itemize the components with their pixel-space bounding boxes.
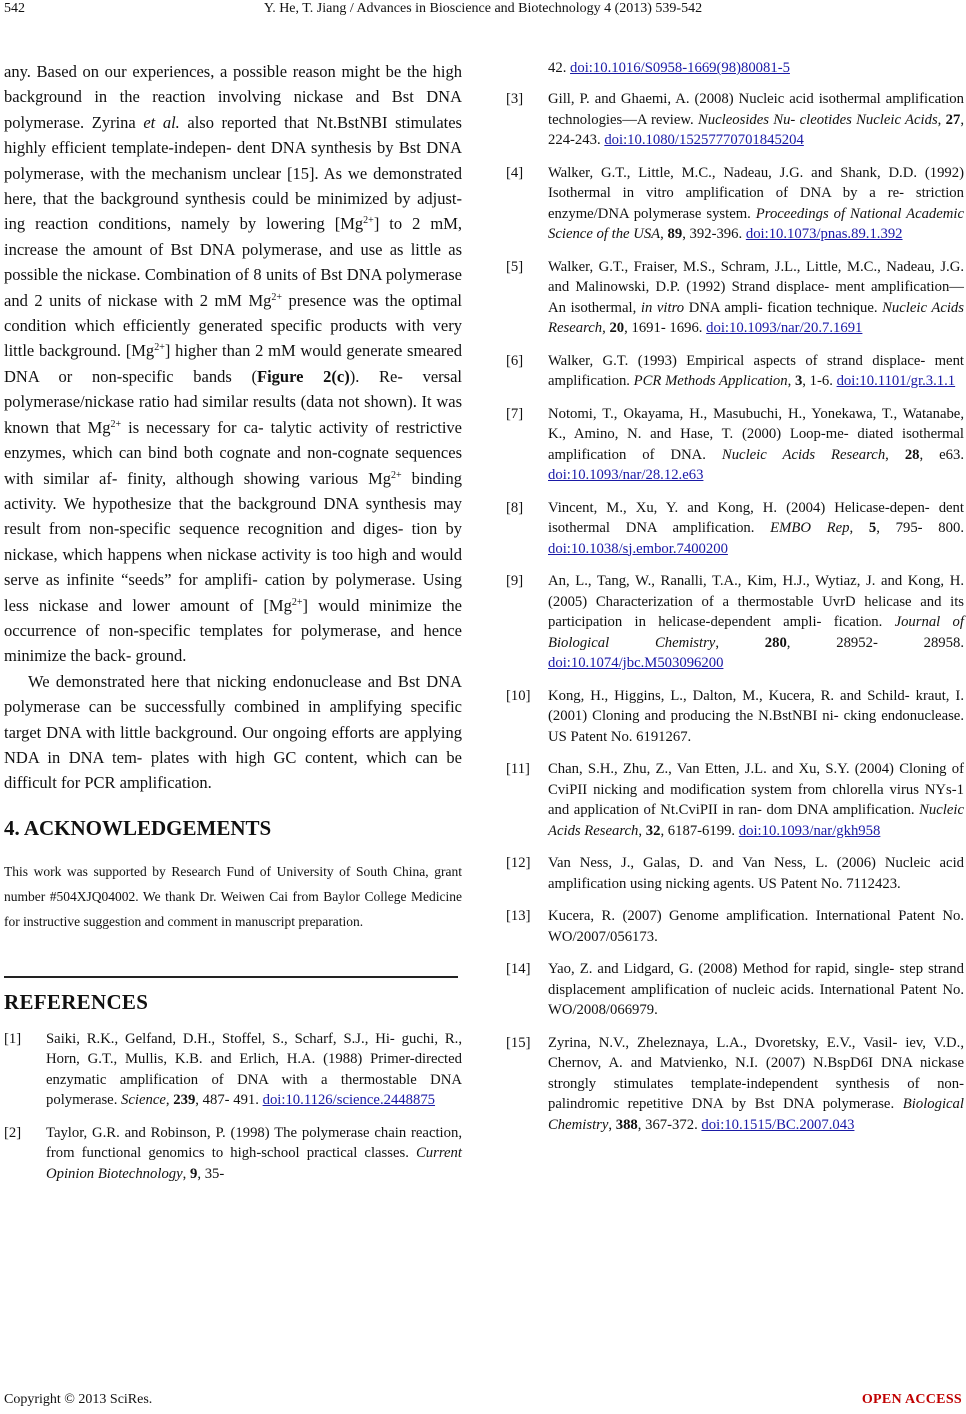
reference-number: [6]	[506, 352, 524, 369]
doi-link[interactable]: doi:10.1016/S0958-1669(98)80081-5	[570, 60, 790, 76]
reference-number: [4]	[506, 164, 524, 181]
doi-link[interactable]: doi:10.1038/sj.embor.7400200	[548, 540, 728, 557]
reference-segment: , e63.	[919, 446, 965, 463]
reference-segment: Gill, P. and Ghaemi, A. (2008) Nucleic acid isothermal amplification technologies—A review.	[548, 91, 964, 128]
reference-segment: 28	[904, 446, 920, 463]
reference-segment: ,	[182, 1165, 190, 1182]
figure-link[interactable]: Figure 2(c)	[257, 366, 350, 386]
reference-text	[46, 1123, 462, 1185]
reference-segment: Vincent, M., Xu, Y. and Kong, H. (2004) Helicase-depen- dent isothermal DNA amplification.	[548, 499, 964, 536]
reference-segment: Yao, Z. and Lidgard, G. (2008) Method for rapid, single- step strand displacement amplification of nucleic acids. International Patent No. WO/2008/066979.	[548, 961, 964, 1018]
journal-name: Nucleosides Nu- cleotides Nucleic Acids	[698, 111, 938, 128]
reference-segment: ,	[165, 1092, 174, 1109]
reference-segment: 32	[645, 822, 661, 839]
reference-number: [5]	[506, 258, 524, 275]
reference-number: [12]	[506, 855, 531, 871]
references-list-left	[4, 1029, 462, 1185]
reference-segment: , 1691- 1696.	[624, 320, 707, 336]
reference-item	[506, 163, 964, 245]
reference-segment: DNA ampli- fication technique.	[684, 299, 883, 316]
reference-segment: 280	[764, 634, 787, 651]
journal-name: Nucleic Acids Research	[548, 802, 964, 839]
body-paragraph-2: We demonstrated here that nicking endonuclease and Bst DNA polymerase can be successfully combined in amplifying specific target DNA with little background. Our ongoing efforts are applying NDA in DNA tem- plates with high GC content, which can be difficult for PCR amplification.	[4, 671, 462, 793]
reference-segment: 9	[190, 1165, 198, 1182]
open-access-label: OPEN ACCESS	[861, 1392, 962, 1407]
reference-text	[548, 759, 964, 841]
journal-name: Nucleic Acids Research	[721, 446, 886, 463]
reference-continuation: 42. doi:10.1016/S0958-1669(98)80081-5	[548, 60, 790, 76]
reference-segment: , 35-	[197, 1165, 225, 1182]
right-column	[506, 58, 964, 1147]
reference-item	[506, 89, 964, 151]
reference-segment: 388	[615, 1116, 638, 1133]
left-column	[4, 59, 462, 1196]
reference-segment: , 1-6.	[802, 373, 837, 389]
journal-name: PCR Methods Application	[633, 373, 788, 389]
acknowledgements-heading: 4. ACKNOWLEDGEMENTS	[4, 815, 272, 840]
reference-segment: Walker, G.T. (1993) Empirical aspects of strand displace- ment amplification.	[548, 352, 964, 389]
references-list-right	[506, 89, 964, 1135]
reference-number: [15]	[506, 1034, 531, 1051]
journal-name: Journal of Biological Chemistry	[548, 614, 964, 651]
reference-text	[548, 959, 964, 1021]
doi-link[interactable]: doi:10.1515/BC.2007.043	[701, 1116, 855, 1133]
reference-text	[548, 1033, 964, 1136]
reference-segment: 27	[945, 111, 961, 128]
doi-link[interactable]: doi:10.1074/jbc.M503096200	[548, 655, 724, 671]
reference-item	[506, 959, 964, 1021]
reference-text	[548, 89, 964, 151]
reference-text	[46, 1029, 462, 1111]
reference-segment: , 392-396.	[682, 226, 746, 242]
reference-text	[548, 163, 964, 245]
reference-segment: ,	[937, 111, 946, 128]
reference-segment: ,	[638, 822, 646, 839]
body-paragraph-1: any. Based on our experiences, a possible reason might be the high background in the reaction involving nickase and Bst DNA polymerase. Zyrina et al. also reported that Nt.BstNBI stimulates highly efficient template-indepen- dent DNA synthesis by Bst DNA polymerase, with the mechanism unclear [15]. As we demonstrated here, that the background synthesis could be minimized by adjust- ing reaction conditions, namely by lowering $[Mg^{2+}]$ to 2 mM, increase the amount of Bst DNA polymerase, and use as little as possible the nickase. Combination of 8 units of Bst DNA polymerase and 2 units of nickase with 2 mM $Mg^{2+}$ presence was the optimal condition which efficiently generated specific products with very little background. $[Mg^{2+}]$ higher than 2 mM would generate smeared DNA or non-specific bands (Figure 2(c)). Re- versal polymerase/nickase ratio had similar results (data not shown). It was known that $Mg^{2+}$ is necessary for ca- talytic activity of restrictive enzymes, which can bind both cognate and non-cognate sequences with similar af- finity, although showing various $Mg^{2+}$ binding activity. We hypothesize that the background DNA synthesis may result from non-specific sequence recognition and diges- tion by nickase, which happens when nickase activity is too high and would serve as infinite “seeds” for amplifi- cation by polymerase. Using less nickase and lower amount of $[Mg^{2+}]$ would minimize the occurrence of non-specific templates for polymerase, and hence minimize the back- ground.	[4, 62, 462, 666]
reference-segment: ,	[602, 320, 610, 336]
journal-name: Biological Chemistry	[548, 1096, 964, 1133]
reference-item	[4, 1029, 462, 1111]
reference-segment: ,	[787, 373, 795, 389]
reference-segment: , 367-372.	[637, 1116, 702, 1133]
reference-segment: ,	[715, 634, 765, 651]
reference-segment: Zyrina, N.V., Zheleznaya, L.A., Dvoretsky, E.V., Vasil- iev, V.D., Chernov, A. and Matvienko, N.I. (2007) N.BspD6I DNA nickase strongly stimulates template-independent synthesis of non-palindromic repetitive DNA by Bst DNA polymerase.	[548, 1034, 964, 1112]
reference-segment: in vitro	[640, 299, 685, 316]
acknowledgements-text: This work was supported by Research Fund of University of South China, grant number #504XJQ04002. We thank Dr. Weiwen Cai from Baylor College Medicine for instructive suggestion and comment in manuscript preparation.	[4, 863, 462, 929]
reference-segment: Saiki, R.K., Gelfand, D.H., Stoffel, S., Scharf, S.J., Hi- guchi, R., Horn, G.T., Mullis, K.B. and Erlich, H.A. (1988) Primer-directed enzymatic amplification of DNA with a thermostable DNA polymerase.	[46, 1030, 462, 1109]
reference-number: [7]	[506, 405, 524, 422]
reference-segment: Kong, H., Higgins, L., Dalton, M., Kucera, R. and Schild- kraut, I. (2001) Cloning and producing the N.BstNBI ni- cking endonuclease. US Patent No. 6191267.	[548, 687, 964, 745]
reference-segment: , 224-243.	[548, 111, 965, 148]
reference-segment: ,	[660, 226, 668, 242]
journal-name: Nucleic Acids Research	[548, 299, 964, 336]
reference-item	[4, 1123, 462, 1185]
reference-item	[506, 686, 964, 748]
reference-item	[506, 498, 964, 560]
reference-number: [11]	[506, 761, 530, 777]
reference-segment: ,	[849, 520, 869, 536]
reference-segment: , 487- 491.	[195, 1092, 263, 1109]
doi-link[interactable]: doi:10.1101/gr.3.1.1	[836, 373, 956, 389]
reference-segment: , 28952- 28958.	[786, 634, 964, 651]
reference-item	[506, 759, 964, 841]
reference-segment: 239	[173, 1092, 196, 1109]
journal-name: Current Opinion Biotechnology	[46, 1145, 462, 1182]
reference-item	[506, 351, 964, 392]
reference-item	[506, 853, 964, 894]
doi-link[interactable]: doi:10.1093/nar/28.12.e63	[548, 467, 704, 483]
reference-segment: , 795- 800.	[876, 520, 964, 536]
reference-segment: 3	[794, 373, 803, 389]
reference-item	[506, 404, 964, 486]
reference-number: [9]	[506, 573, 524, 589]
reference-item	[506, 571, 964, 674]
reference-number: [3]	[506, 91, 524, 107]
reference-text	[548, 404, 964, 486]
reference-segment: 89	[667, 226, 683, 242]
running-header: Y. He, T. Jiang / Advances in Bioscience and Biotechnology 4 (2013) 539-542	[263, 1, 703, 16]
reference-segment: Van Ness, J., Galas, D. and Van Ness, L. (2006) Nucleic acid amplification using nicking agents. US Patent No. 7112423.	[548, 855, 964, 892]
reference-number: [13]	[506, 908, 531, 924]
reference-segment: Walker, G.T., Little, M.C., Nadeau, J.G. and Shank, D.D. (1992) Isothermal in vitro amplification of DNA by a re- striction enzyme/DNA polymerase system.	[548, 164, 964, 222]
page-number: 542	[4, 1, 25, 16]
reference-text	[548, 906, 964, 947]
reference-item	[506, 1033, 964, 1136]
reference-item	[506, 906, 964, 947]
reference-segment: Taylor, G.R. and Robinson, P. (1998) The polymerase chain reaction, from functional genomics to high-school practical classes.	[46, 1124, 462, 1162]
reference-segment: ,	[608, 1116, 616, 1133]
doi-link[interactable]: doi:10.1093/nar/20.7.1691	[706, 320, 863, 336]
doi-link[interactable]: doi:10.1073/pnas.89.1.392	[745, 226, 903, 242]
doi-link[interactable]: doi:10.1093/nar/gkh958	[738, 822, 881, 839]
reference-text	[548, 257, 964, 339]
reference-number: [2]	[4, 1124, 22, 1141]
reference-segment: Walker, G.T., Fraiser, M.S., Schram, J.L., Little, M.C., Nadeau, J.G. and Malinowski, D.P. (1992) Strand displace- ment amplification—An isothermal,	[548, 258, 964, 316]
reference-text	[548, 571, 964, 674]
reference-number: [8]	[506, 499, 524, 516]
reference-text	[548, 853, 964, 894]
reference-segment: 5	[868, 520, 877, 536]
reference-segment: Chan, S.H., Zhu, Z., Van Etten, J.L. and Xu, S.Y. (2004) Cloning of CviPII nicking and modification system from chlorella virus NYs-1 and application of Nt.CviPII in ran- dom DNA amplification.	[548, 761, 964, 818]
reference-segment: , 6187-6199.	[660, 822, 739, 839]
reference-segment: An, L., Tang, W., Ranalli, T.A., Kim, H.J., Wytiaz, J. and Kong, H. (2005) Characterization of a thermostable UvrD helicase and its participation in helicase-dependent ampli- fication.	[548, 573, 964, 630]
journal-name: Science	[121, 1092, 166, 1109]
reference-segment: Kucera, R. (2007) Genome amplification. International Patent No. WO/2007/056173.	[548, 908, 964, 945]
reference-item	[506, 257, 964, 339]
reference-number: [10]	[506, 687, 531, 704]
copyright-notice: Copyright © 2013 SciRes.	[4, 1392, 153, 1407]
doi-link[interactable]: doi:10.1080/15257770701845204	[604, 132, 804, 148]
reference-segment: ,	[885, 446, 905, 463]
reference-segment: Notomi, T., Okayama, H., Masubuchi, H., Yonekawa, T., Watanabe, K., Amino, N. and Hase, T. (2000) Loop-me- diated isothermal amplification of DNA.	[548, 405, 964, 463]
reference-segment: 20	[609, 320, 625, 336]
doi-link[interactable]: doi:10.1126/science.2448875	[262, 1092, 436, 1109]
journal-name: Proceedings of National Academic Science of the USA	[548, 205, 964, 242]
reference-number: [14]	[506, 961, 531, 977]
journal-name: EMBO Rep	[770, 520, 850, 536]
reference-text	[548, 686, 964, 748]
references-heading: REFERENCES	[4, 989, 149, 1014]
reference-number: [1]	[4, 1030, 22, 1047]
reference-text	[548, 498, 964, 560]
reference-text	[548, 351, 964, 392]
